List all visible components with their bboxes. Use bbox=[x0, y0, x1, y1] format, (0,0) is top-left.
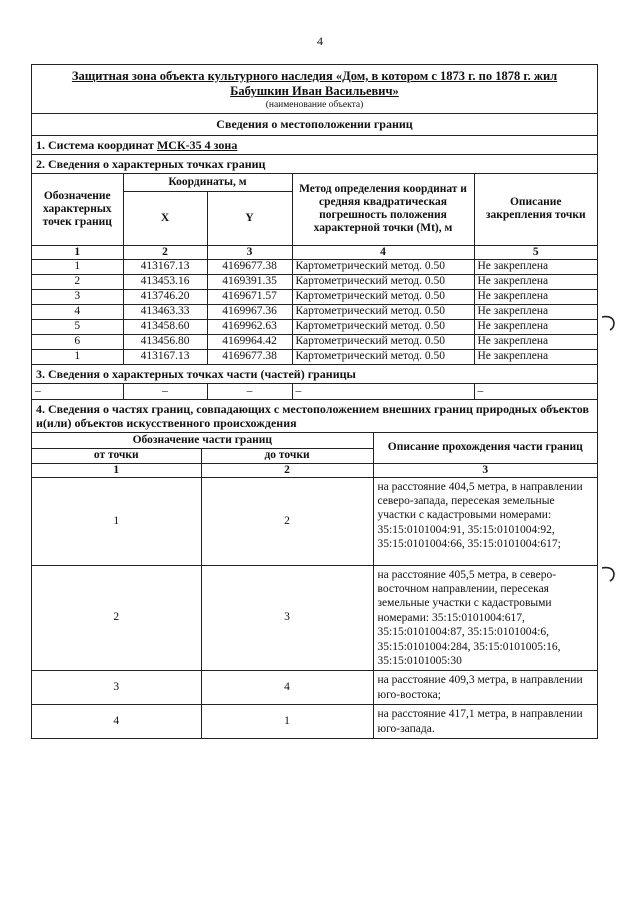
fixing-cell: Не закреплена bbox=[474, 349, 597, 364]
x-cell: 413456.80 bbox=[123, 334, 207, 349]
dash-cell: – bbox=[207, 384, 292, 399]
route-description-cell: на расстояние 405,5 метра, в северо-восточном направлении, пересекая земельные участки с кадастровыми номерами: 35:15:0101004:617, 35:15:0101004:87, 35:15:0101004:6, 35:15:0101004:284, 35:15:0101005:16, 35:15:0101005:30 bbox=[373, 565, 597, 671]
table-row bbox=[32, 334, 597, 349]
method-cell: Картометрический метод. 0.50 bbox=[292, 304, 474, 319]
object-title-line1: Защитная зона объекта культурного наследия «Дом, в котором с 1873 г. по 1878 г. жил bbox=[71, 69, 558, 83]
binding-hole-mark bbox=[601, 314, 617, 337]
fixing-cell: Не закреплена bbox=[474, 334, 597, 349]
col-number: 1 bbox=[32, 245, 123, 259]
method-cell: Картометрический метод. 0.50 bbox=[292, 259, 474, 274]
from-point-cell: 4 bbox=[32, 705, 201, 738]
col-number: 3 bbox=[207, 245, 292, 259]
table-row bbox=[32, 565, 597, 671]
x-cell: 413746.20 bbox=[123, 289, 207, 304]
fixing-cell: Не закреплена bbox=[474, 304, 597, 319]
fixing-cell: Не закреплена bbox=[474, 274, 597, 289]
col-y-header: Y bbox=[207, 191, 292, 245]
col-method-header: Метод определения координат и средняя квадратическая погрешность положения характерной точки (Mt), м bbox=[292, 174, 474, 245]
coordinate-system-value: МСК-35 4 зона bbox=[156, 138, 238, 152]
col-point-header: Обозначение характерных точек границ bbox=[32, 174, 123, 245]
table-row bbox=[32, 304, 597, 319]
route-description-cell: на расстояние 404,5 метра, в направлении северо-запада, пересекая земельные участки с кадастровыми номерами: 35:15:0101004:91, 35:15:0101004:92, 35:15:0101004:66, 35:15:0101004:617; bbox=[373, 477, 597, 565]
dash-cell: – bbox=[474, 384, 597, 399]
dash-cell: – bbox=[32, 384, 123, 399]
fixing-cell: Не закреплена bbox=[474, 319, 597, 334]
from-point-cell: 3 bbox=[32, 671, 201, 705]
section-2-heading: 2. Сведения о характерных точках границ bbox=[32, 155, 597, 174]
table-row bbox=[32, 705, 597, 738]
section-header: Сведения о местоположении границ bbox=[32, 114, 597, 136]
table-row bbox=[32, 319, 597, 334]
col-desc-header: Описание закрепления точки bbox=[474, 174, 597, 245]
point-cell: 2 bbox=[32, 274, 123, 289]
point-cell: 3 bbox=[32, 289, 123, 304]
object-title-line2: Бабушкин Иван Васильевич» bbox=[230, 84, 399, 98]
x-cell: 413458.60 bbox=[123, 319, 207, 334]
y-cell: 4169677.38 bbox=[207, 349, 292, 364]
route-description-cell: на расстояние 409,3 метра, в направлении юго-востока; bbox=[373, 671, 597, 705]
to-point-cell: 1 bbox=[201, 705, 373, 738]
coordinate-system-line bbox=[32, 136, 597, 155]
col-number: 5 bbox=[474, 245, 597, 259]
col-coords-header: Координаты, м bbox=[123, 174, 292, 191]
dash-cell: – bbox=[292, 384, 474, 399]
section-4-heading: 4. Сведения о частях границ, совпадающих с местоположением внешних границ природных объектов и(или) объектов искусственного происхождения bbox=[32, 400, 597, 433]
method-cell: Картометрический метод. 0.50 bbox=[292, 289, 474, 304]
table-row bbox=[32, 259, 597, 274]
point-cell: 4 bbox=[32, 304, 123, 319]
table-row bbox=[32, 477, 597, 565]
x-cell: 413167.13 bbox=[123, 349, 207, 364]
route-description-cell: на расстояние 417,1 метра, в направлении юго-запада. bbox=[373, 705, 597, 738]
method-cell: Картометрический метод. 0.50 bbox=[292, 334, 474, 349]
col-to-header: до точки bbox=[201, 448, 373, 463]
col-part-header: Обозначение части границ bbox=[32, 433, 373, 448]
col-route-header: Описание прохождения части границ bbox=[373, 433, 597, 463]
col-number: 2 bbox=[123, 245, 207, 259]
section-3-heading: 3. Сведения о характерных точках части (частей) границы bbox=[32, 365, 597, 384]
to-point-cell: 4 bbox=[201, 671, 373, 705]
coordinate-system-label: 1. Система координат bbox=[36, 138, 157, 152]
points-table bbox=[32, 174, 597, 364]
page-number: 4 bbox=[317, 34, 323, 48]
document-table bbox=[31, 64, 598, 739]
x-cell: 413463.33 bbox=[123, 304, 207, 319]
fixing-cell: Не закреплена bbox=[474, 259, 597, 274]
from-point-cell: 2 bbox=[32, 565, 201, 671]
to-point-cell: 2 bbox=[201, 477, 373, 565]
col-number: 4 bbox=[292, 245, 474, 259]
col-number: 1 bbox=[32, 463, 201, 477]
y-cell: 4169967.36 bbox=[207, 304, 292, 319]
object-title-caption: (наименование объекта) bbox=[265, 100, 364, 110]
y-cell: 4169391.35 bbox=[207, 274, 292, 289]
method-cell: Картометрический метод. 0.50 bbox=[292, 319, 474, 334]
fixing-cell: Не закреплена bbox=[474, 289, 597, 304]
col-from-header: от точки bbox=[32, 448, 201, 463]
y-cell: 4169671.57 bbox=[207, 289, 292, 304]
col-number: 3 bbox=[373, 463, 597, 477]
title-block bbox=[32, 65, 597, 114]
from-point-cell: 1 bbox=[32, 477, 201, 565]
table-row bbox=[32, 349, 597, 364]
part-points-table-wrap bbox=[32, 384, 597, 400]
table-row bbox=[32, 671, 597, 705]
col-x-header: X bbox=[123, 191, 207, 245]
point-cell: 5 bbox=[32, 319, 123, 334]
to-point-cell: 3 bbox=[201, 565, 373, 671]
table-row bbox=[32, 289, 597, 304]
method-cell: Картометрический метод. 0.50 bbox=[292, 349, 474, 364]
y-cell: 4169677.38 bbox=[207, 259, 292, 274]
point-cell: 1 bbox=[32, 349, 123, 364]
y-cell: 4169962.63 bbox=[207, 319, 292, 334]
col-number: 2 bbox=[201, 463, 373, 477]
points-table-wrap bbox=[32, 174, 597, 365]
parts-table-wrap bbox=[32, 433, 597, 739]
binding-hole-mark bbox=[601, 565, 617, 588]
table-row bbox=[32, 274, 597, 289]
x-cell: 413453.16 bbox=[123, 274, 207, 289]
point-cell: 6 bbox=[32, 334, 123, 349]
point-cell: 1 bbox=[32, 259, 123, 274]
parts-table bbox=[32, 433, 597, 738]
dash-cell: – bbox=[123, 384, 207, 399]
part-points-table bbox=[32, 384, 597, 399]
y-cell: 4169964.42 bbox=[207, 334, 292, 349]
method-cell: Картометрический метод. 0.50 bbox=[292, 274, 474, 289]
x-cell: 413167.13 bbox=[123, 259, 207, 274]
